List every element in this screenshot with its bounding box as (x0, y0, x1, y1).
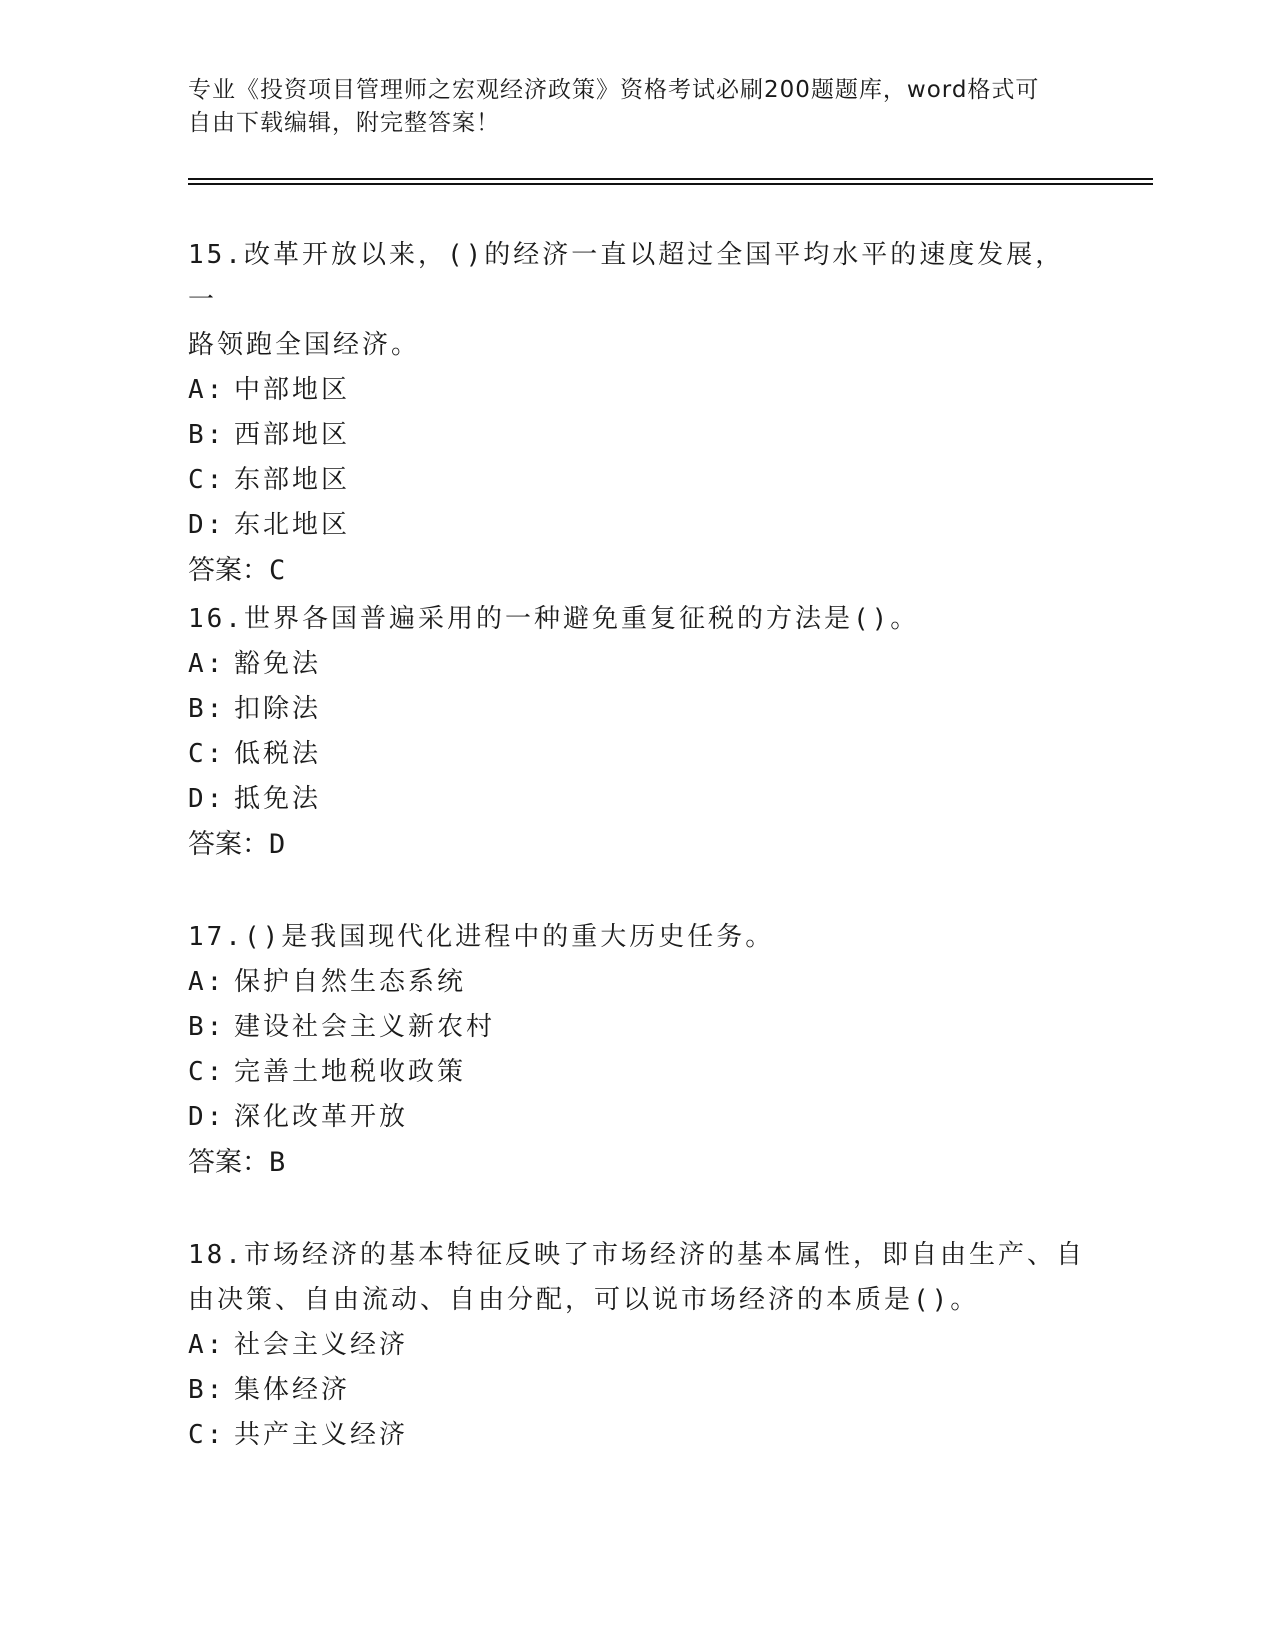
option-text: 西部地区 (234, 420, 351, 450)
option-letter: A: (188, 1330, 226, 1360)
option-text: 东北地区 (234, 510, 351, 540)
option-a (188, 960, 1088, 1005)
option-text: 社会主义经济 (234, 1330, 409, 1360)
option-letter: A: (188, 375, 226, 405)
question-stem-line: 路领跑全国经济。 (188, 330, 421, 360)
answer-value: C (269, 555, 286, 586)
question-17 (188, 915, 1088, 1185)
option-letter: B: (188, 694, 226, 724)
answer-value: D (269, 829, 286, 860)
option-a (188, 1323, 1088, 1368)
option-text: 扣除法 (234, 694, 322, 724)
header-divider-bottom (188, 183, 1153, 185)
option-text: 集体经济 (234, 1375, 351, 1405)
document-header (188, 74, 1068, 140)
answer-label: 答案： (188, 1147, 269, 1178)
option-letter: B: (188, 420, 226, 450)
option-text: 完善土地税收政策 (234, 1057, 467, 1087)
option-letter: A: (188, 967, 226, 997)
option-text: 保护自然生态系统 (234, 967, 467, 997)
question-stem-line: 16.世界各国普遍采用的一种避免重复征税的方法是()。 (188, 604, 920, 634)
answer-label: 答案： (188, 555, 269, 586)
option-text: 低税法 (234, 739, 322, 769)
option-letter: C: (188, 1057, 226, 1087)
header-line-2: 自由下载编辑，附完整答案！ (188, 110, 500, 136)
option-b (188, 1005, 1088, 1050)
question-stem-line: 18.市场经济的基本特征反映了市场经济的基本属性，即自由生产、自 (188, 1240, 1085, 1270)
option-d (188, 777, 1088, 822)
option-c (188, 1413, 1088, 1458)
question-15 (188, 233, 1088, 593)
option-text: 建设社会主义新农村 (234, 1012, 496, 1042)
option-letter: B: (188, 1375, 226, 1405)
option-text: 共产主义经济 (234, 1420, 409, 1450)
option-letter: B: (188, 1012, 226, 1042)
option-letter: D: (188, 1102, 226, 1132)
question-18 (188, 1233, 1088, 1458)
option-a (188, 368, 1088, 413)
option-b (188, 413, 1088, 458)
option-text: 抵免法 (234, 784, 322, 814)
question-stem-line: 由决策、自由流动、自由分配，可以说市场经济的本质是()。 (188, 1285, 980, 1315)
answer-line (188, 548, 1088, 593)
header-divider-top (188, 178, 1153, 180)
option-letter: D: (188, 510, 226, 540)
option-text: 中部地区 (234, 375, 351, 405)
answer-value: B (269, 1147, 286, 1178)
answer-label: 答案： (188, 829, 269, 860)
option-text: 东部地区 (234, 465, 351, 495)
option-letter: A: (188, 649, 226, 679)
header-line-1: 专业《投资项目管理师之宏观经济政策》资格考试必刷200题题库，word格式可 (188, 77, 1040, 103)
option-letter: C: (188, 465, 226, 495)
option-d (188, 503, 1088, 548)
option-letter: D: (188, 784, 226, 814)
question-16 (188, 597, 1088, 867)
question-stem (188, 233, 1088, 368)
option-text: 豁免法 (234, 649, 322, 679)
answer-line (188, 1140, 1088, 1185)
question-stem-line: 17.()是我国现代化进程中的重大历史任务。 (188, 922, 775, 952)
option-c (188, 458, 1088, 503)
option-text: 深化改革开放 (234, 1102, 409, 1132)
option-b (188, 687, 1088, 732)
question-stem-line: 15.改革开放以来，()的经济一直以超过全国平均水平的速度发展，一 (188, 240, 1065, 315)
option-letter: C: (188, 1420, 226, 1450)
option-d (188, 1095, 1088, 1140)
question-stem (188, 597, 1088, 642)
option-b (188, 1368, 1088, 1413)
option-c (188, 732, 1088, 777)
question-stem (188, 1233, 1088, 1323)
question-stem (188, 915, 1088, 960)
option-a (188, 642, 1088, 687)
answer-line (188, 822, 1088, 867)
option-letter: C: (188, 739, 226, 769)
option-c (188, 1050, 1088, 1095)
